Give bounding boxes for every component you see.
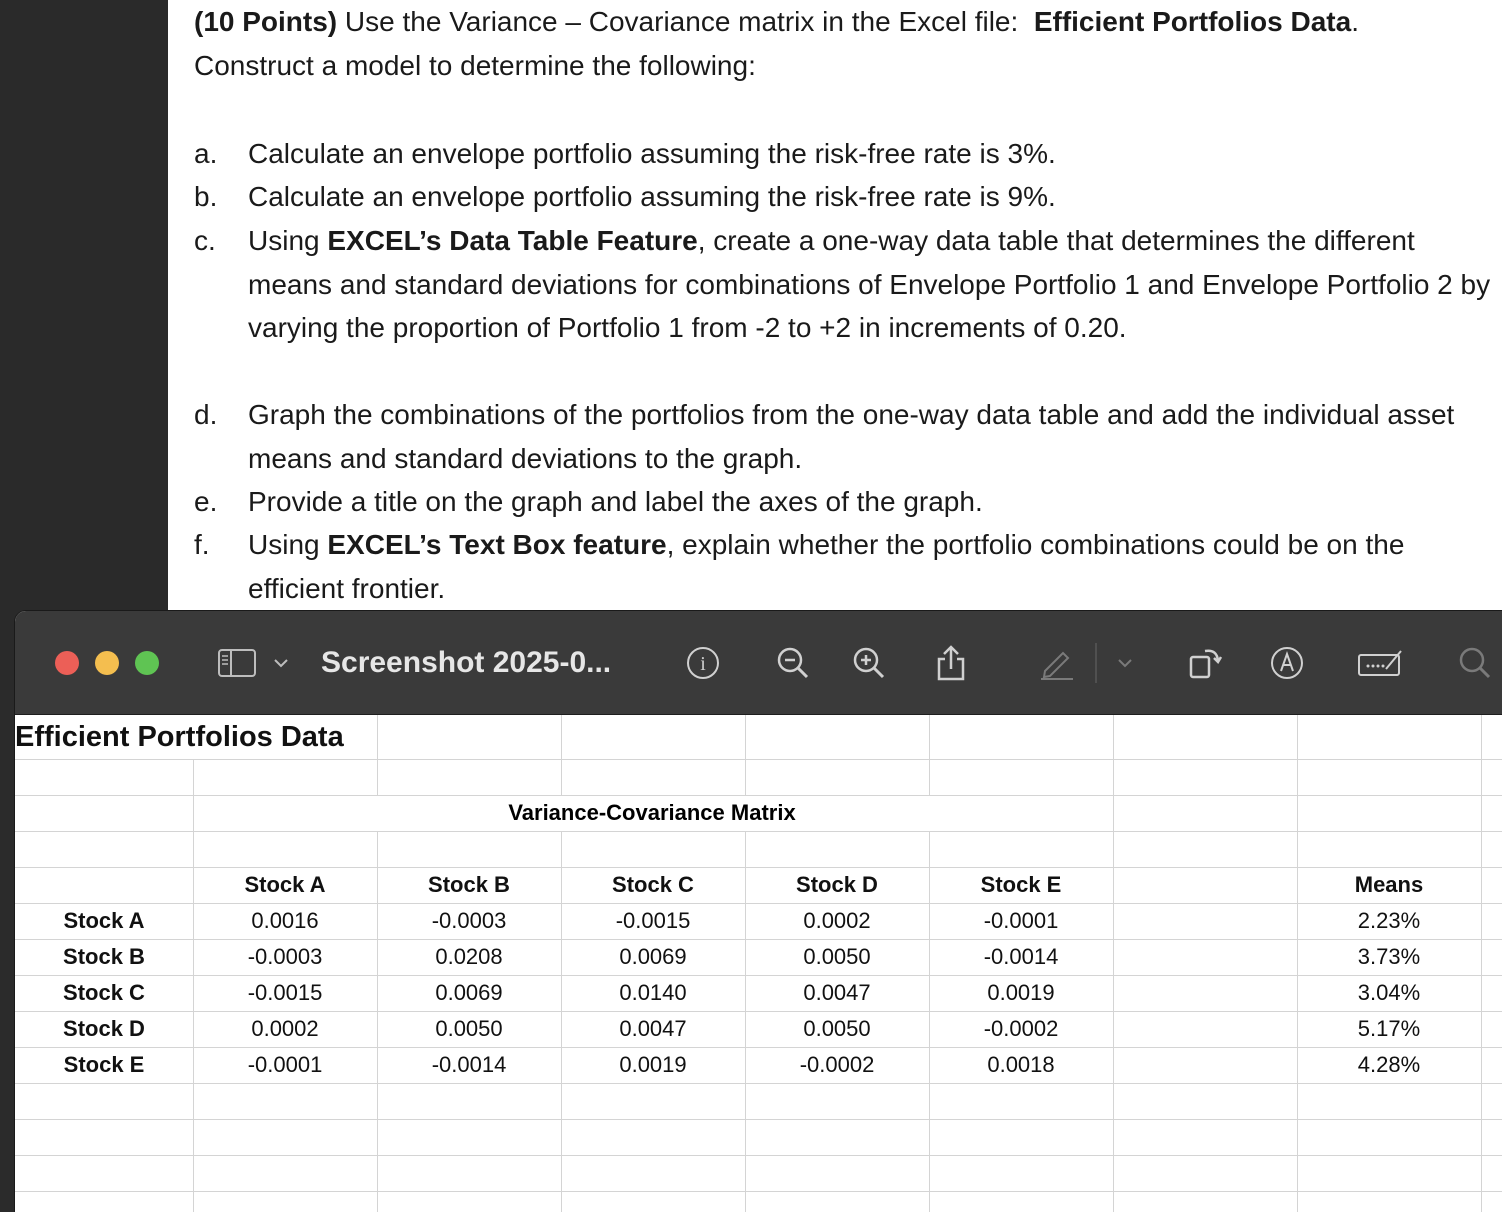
item-text: Using EXCEL’s Text Box feature, explain whether the portfolio combinations could be on the efficient frontier. — [248, 529, 1405, 604]
matrix-cell[interactable]: -0.0014 — [983, 944, 1059, 969]
matrix-cell[interactable]: 0.0016 — [251, 908, 319, 933]
matrix-cell[interactable]: 0.0208 — [435, 944, 503, 969]
matrix-cell[interactable]: 0.0069 — [619, 944, 687, 969]
chevron-down-icon[interactable] — [1115, 641, 1135, 685]
close-window-button[interactable] — [55, 651, 79, 675]
mean-cell[interactable]: 2.23% — [1357, 908, 1421, 933]
preview-window — [14, 610, 1502, 1212]
item-letter: b. — [194, 181, 218, 212]
column-header: Stock E — [980, 872, 1062, 897]
window-title: Screenshot 2025-0... — [321, 646, 612, 679]
item-letter: a. — [194, 138, 218, 169]
matrix-cell[interactable]: 0.0050 — [803, 1016, 871, 1041]
intro-end: . — [1351, 6, 1359, 37]
question-document — [168, 0, 1502, 610]
matrix-cell[interactable]: 0.0047 — [619, 1016, 687, 1041]
row-label: Stock D — [63, 1016, 145, 1041]
maximize-window-button[interactable] — [135, 651, 159, 675]
matrix-cell[interactable]: 0.0069 — [435, 980, 503, 1005]
column-header: Stock C — [612, 872, 694, 897]
info-icon[interactable] — [683, 641, 723, 685]
matrix-cell[interactable]: -0.0015 — [615, 908, 691, 933]
form-fill-icon[interactable] — [1355, 641, 1405, 685]
rotate-icon[interactable] — [1185, 641, 1225, 685]
matrix-cell[interactable]: -0.0002 — [799, 1052, 875, 1077]
mean-cell[interactable]: 4.28% — [1357, 1052, 1421, 1077]
matrix-cell[interactable]: 0.0050 — [803, 944, 871, 969]
matrix-cell[interactable]: -0.0001 — [983, 908, 1059, 933]
item-letter: f. — [194, 529, 210, 560]
zoom-out-icon[interactable] — [773, 641, 813, 685]
matrix-title: Variance-Covariance Matrix — [508, 800, 796, 825]
spreadsheet — [15, 715, 1502, 1212]
mean-cell[interactable]: 3.73% — [1357, 944, 1421, 969]
column-header: Stock D — [796, 872, 878, 897]
sheet-title: Efficient Portfolios Data — [15, 715, 364, 759]
item-letter: c. — [194, 225, 216, 256]
matrix-cell[interactable]: 0.0019 — [987, 980, 1055, 1005]
matrix-cell[interactable]: -0.0001 — [247, 1052, 323, 1077]
means-header: Means — [1354, 872, 1424, 897]
item-text: Calculate an envelope portfolio assuming the risk-free rate is 9%. — [248, 181, 1056, 212]
item-text: Provide a title on the graph and label the axes of the graph. — [248, 486, 983, 517]
matrix-cell[interactable]: -0.0014 — [431, 1052, 507, 1077]
minimize-window-button[interactable] — [95, 651, 119, 675]
zoom-in-icon[interactable] — [849, 641, 889, 685]
search-icon[interactable] — [1455, 641, 1495, 685]
toolbar-divider — [1093, 641, 1099, 685]
matrix-cell[interactable]: 0.0018 — [987, 1052, 1055, 1077]
matrix-cell[interactable]: -0.0003 — [247, 944, 323, 969]
column-header: Stock B — [428, 872, 510, 897]
item-text: Using EXCEL’s Data Table Feature, create a one-way data table that determines the different means and standard deviations for combinations of Envelope Portfolio 1 and Envelope Portfolio 2 by varying the proportion of Portfolio 1 from -2 to +2 in increments of 0.20. — [248, 225, 1491, 343]
chevron-down-icon[interactable] — [271, 641, 291, 685]
sidebar-icon[interactable] — [215, 641, 259, 685]
row-label: Stock C — [63, 980, 145, 1005]
item-letter: d. — [194, 399, 218, 430]
matrix-cell[interactable]: -0.0002 — [983, 1016, 1059, 1041]
matrix-cell[interactable]: 0.0050 — [435, 1016, 503, 1041]
row-label: Stock B — [63, 944, 145, 969]
points-label: (10 Points) — [194, 6, 338, 37]
item-letter: e. — [194, 486, 218, 517]
markup-pen-icon[interactable] — [1035, 641, 1079, 685]
file-name: Efficient Portfolios Data — [1033, 6, 1352, 37]
window-titlebar — [15, 611, 1502, 715]
question-intro — [194, 0, 1359, 44]
background-strip — [0, 0, 168, 690]
mean-cell[interactable]: 5.17% — [1357, 1016, 1421, 1041]
share-icon[interactable] — [931, 641, 971, 685]
matrix-cell[interactable]: -0.0003 — [431, 908, 507, 933]
question-intro-line2: Construct a model to determine the following: — [194, 50, 756, 81]
matrix-cell[interactable]: -0.0015 — [247, 980, 323, 1005]
svg-text:i: i — [700, 653, 706, 675]
annotate-icon[interactable] — [1267, 641, 1307, 685]
matrix-cell[interactable]: 0.0019 — [619, 1052, 687, 1077]
column-header: Stock A — [244, 872, 326, 897]
matrix-cell[interactable]: 0.0140 — [619, 980, 687, 1005]
mean-cell[interactable]: 3.04% — [1357, 980, 1421, 1005]
matrix-cell[interactable]: 0.0002 — [251, 1016, 319, 1041]
item-text: Calculate an envelope portfolio assuming the risk-free rate is 3%. — [248, 138, 1056, 169]
matrix-cell[interactable]: 0.0047 — [803, 980, 871, 1005]
item-text: Graph the combinations of the portfolios from the one-way data table and add the individual asset means and standard deviations to the graph. — [248, 399, 1455, 474]
row-label: Stock E — [63, 1052, 145, 1077]
row-label: Stock A — [63, 908, 145, 933]
intro-text: Use the Variance – Covariance matrix in the Excel file: — [337, 6, 1034, 37]
matrix-cell[interactable]: 0.0002 — [803, 908, 871, 933]
